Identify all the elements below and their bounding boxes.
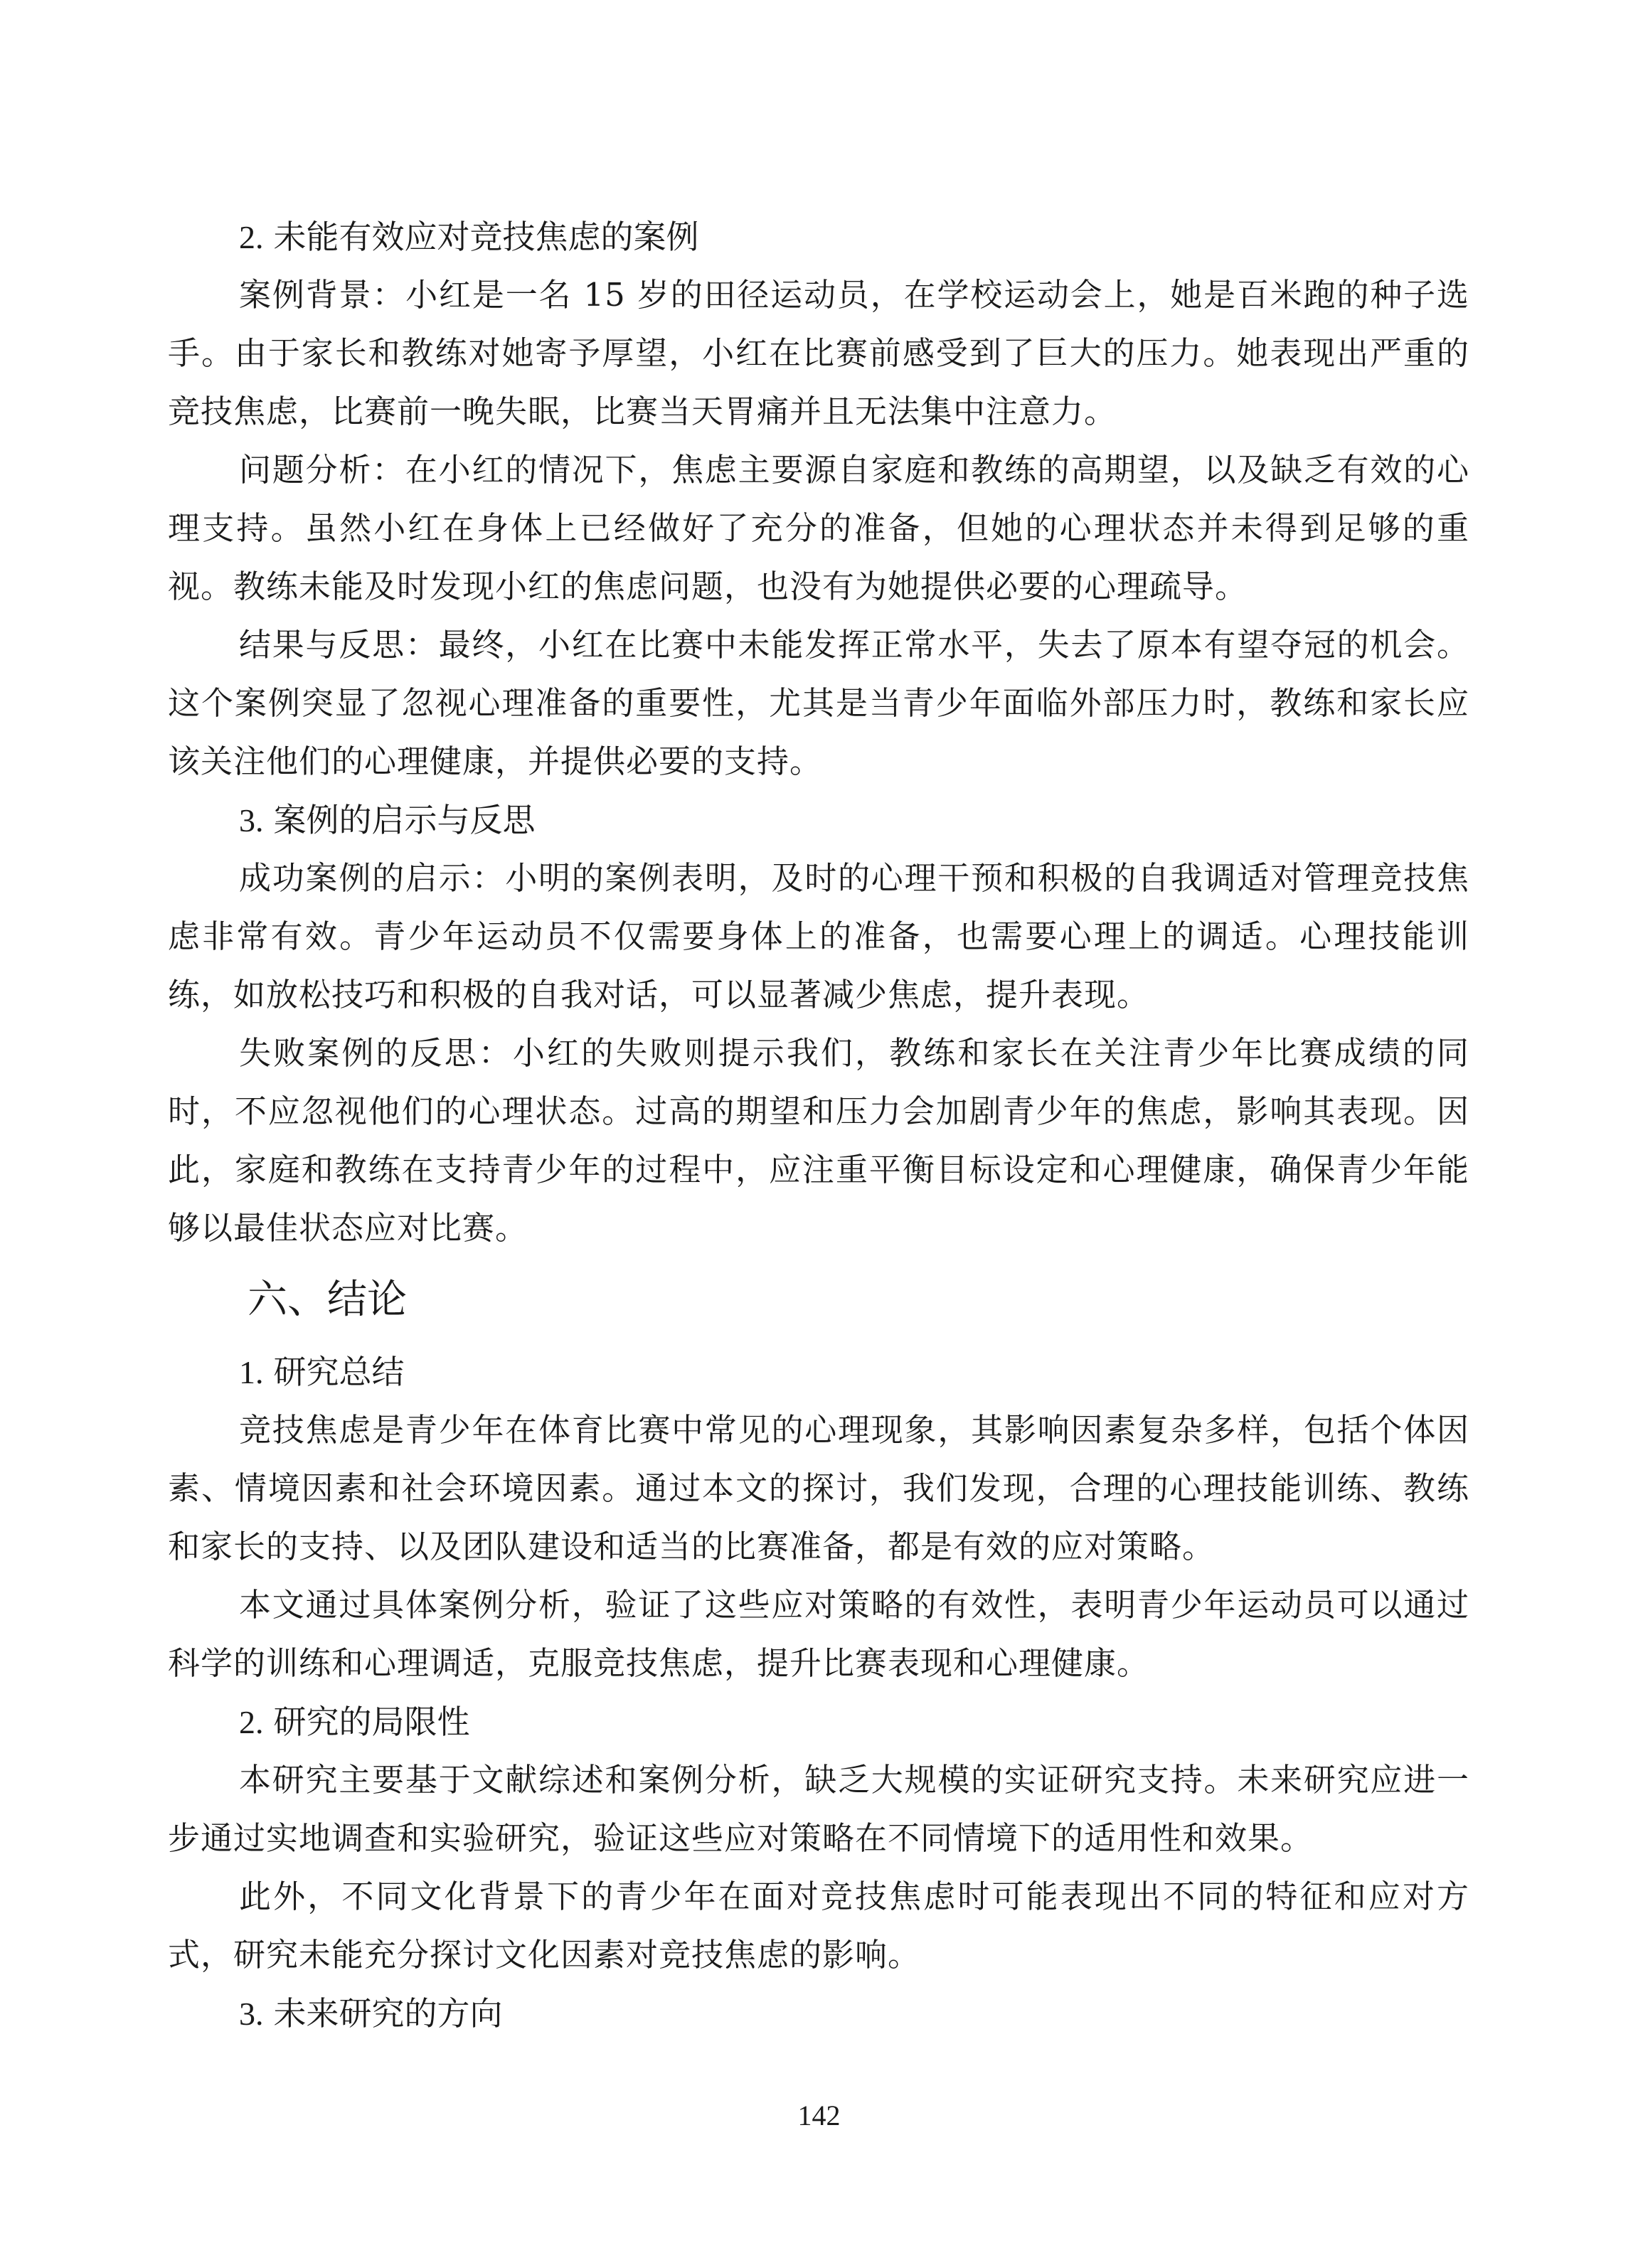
subsection-number: 1. [239,1354,264,1390]
paragraph-failure-reflection: 失败案例的反思：小红的失败则提示我们，教练和家长在关注青少年比赛成绩的同时，不应忽视他们的心理状态。过高的期望和压力会加剧青少年的焦虑，影响其表现。因此，家庭和教练在支持青少年的过程中，应注重平衡目标设定和心理健康，确保青少年能够以最佳状态应对比赛。 [168,1034,1469,1247]
subsection-number: 2. [239,219,264,255]
subsection-heading-failed-case [168,208,1469,266]
paragraph-problem-analysis: 问题分析：在小红的情况下，焦虑主要源自家庭和教练的高期望，以及缺乏有效的心理支持。虽然小红在身体上已经做好了充分的准备，但她的心理状态并未得到足够的重视。教练未能及时发现小红的焦虑问题，也没有为她提供必要的心理疏导。 [168,451,1469,605]
paragraph-summary-2: 本文通过具体案例分析，验证了这些应对策略的有效性，表明青少年运动员可以通过科学的训练和心理调适，克服竞技焦虑，提升比赛表现和心理健康。 [168,1586,1469,1682]
subsection-title: 研究的局限性 [273,1703,470,1741]
subsection-number: 2. [239,1704,264,1740]
subsection-title: 研究总结 [273,1353,405,1391]
paragraph-limitations-1: 本研究主要基于文献综述和案例分析，缺乏大规模的实证研究支持。未来研究应进一步通过实地调查和实验研究，验证这些应对策略在不同情境下的适用性和效果。 [168,1761,1469,1857]
subsection-title: 未来研究的方向 [273,1994,503,2033]
subsection-heading-case-insights [168,791,1469,849]
subsection-title: 未能有效应对竞技焦虑的案例 [273,218,699,256]
subsection-heading-limitations [168,1693,1469,1751]
page-body [168,208,1469,2043]
paragraph-summary-1: 竞技焦虑是青少年在体育比赛中常见的心理现象，其影响因素复杂多样，包括个体因素、情境因素和社会环境因素。通过本文的探讨，我们发现，合理的心理技能训练、教练和家长的支持、以及团队建设和适当的比赛准备，都是有效的应对策略。 [168,1411,1469,1565]
page-number: 142 [797,2099,841,2131]
section-heading-conclusion: 六、结论 [248,1277,407,1323]
subsection-number: 3. [239,802,264,838]
paragraph-case-background: 案例背景：小红是一名 15 岁的田径运动员，在学校运动会上，她是百米跑的种子选手。由于家长和教练对她寄予厚望，小红在比赛前感受到了巨大的压力。她表现出严重的竞技焦虑，比赛前一晚失眠，比赛当天胃痛并且无法集中注意力。 [168,276,1469,430]
paragraph-limitations-2: 此外，不同文化背景下的青少年在面对竞技焦虑时可能表现出不同的特征和应对方式，研究未能充分探讨文化因素对竞技焦虑的影响。 [168,1878,1469,1974]
paragraph-success-insight: 成功案例的启示：小明的案例表明，及时的心理干预和积极的自我调适对管理竞技焦虑非常有效。青少年运动员不仅需要身体上的准备，也需要心理上的调适。心理技能训练，如放松技巧和积极的自我对话，可以显著减少焦虑，提升表现。 [168,859,1469,1013]
subsection-number: 3. [239,1996,264,2032]
subsection-heading-research-summary [168,1343,1469,1401]
subsection-heading-future-research [168,1984,1469,2043]
paragraph-result-reflection: 结果与反思：最终，小红在比赛中未能发挥正常水平，失去了原本有望夺冠的机会。这个案例突显了忽视心理准备的重要性，尤其是当青少年面临外部压力时，教练和家长应该关注他们的心理健康，并提供必要的支持。 [168,626,1469,780]
subsection-title: 案例的启示与反思 [273,801,536,839]
